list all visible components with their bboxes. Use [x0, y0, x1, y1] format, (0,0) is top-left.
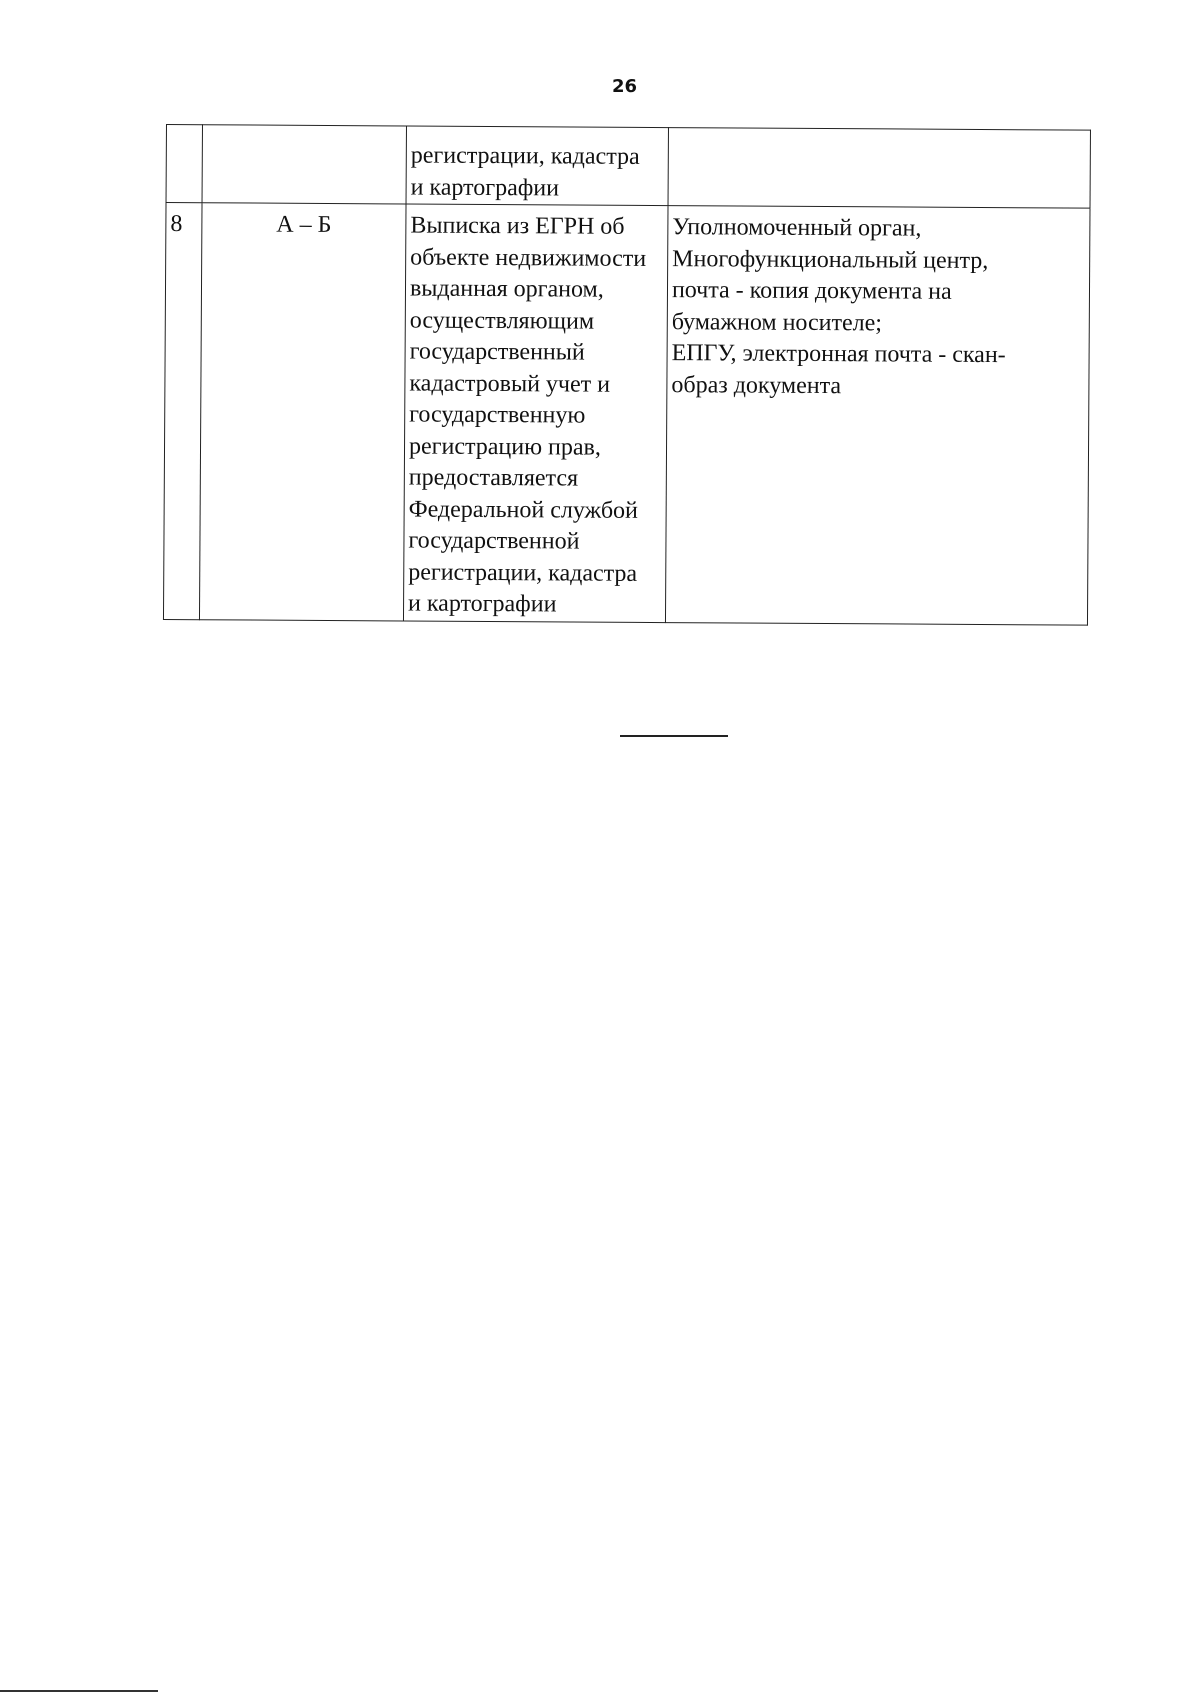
table-cell-code: А – Б	[199, 203, 406, 621]
table-cell-document: регистрации, кадастра и картографии	[406, 126, 668, 206]
table-cell-source	[668, 128, 1090, 209]
page-number: 26	[612, 76, 638, 97]
table-cell-number: 8	[163, 203, 202, 620]
table-row-continuation	[166, 125, 1090, 209]
end-of-document-rule	[620, 735, 728, 737]
table-cell-number	[166, 125, 202, 203]
document-table	[163, 124, 1091, 625]
table-cell-document: Выписка из ЕГРН об объекте недвижимости выданная органом, осуществляющим государственный кадастровый учет и государственную регистрацию прав, предоставляется Федеральной службой государственной регистрации, кадастра и картографии	[403, 204, 668, 622]
table-row	[163, 203, 1090, 625]
table-cell-code	[202, 125, 406, 204]
scan-edge-line	[0, 1690, 158, 1692]
table-cell-source: Уполномоченный орган, Многофункциональный центр, почта - копия документа на бумажном носителе; ЕПГУ, электронная почта - скан- образ документа	[665, 206, 1090, 625]
